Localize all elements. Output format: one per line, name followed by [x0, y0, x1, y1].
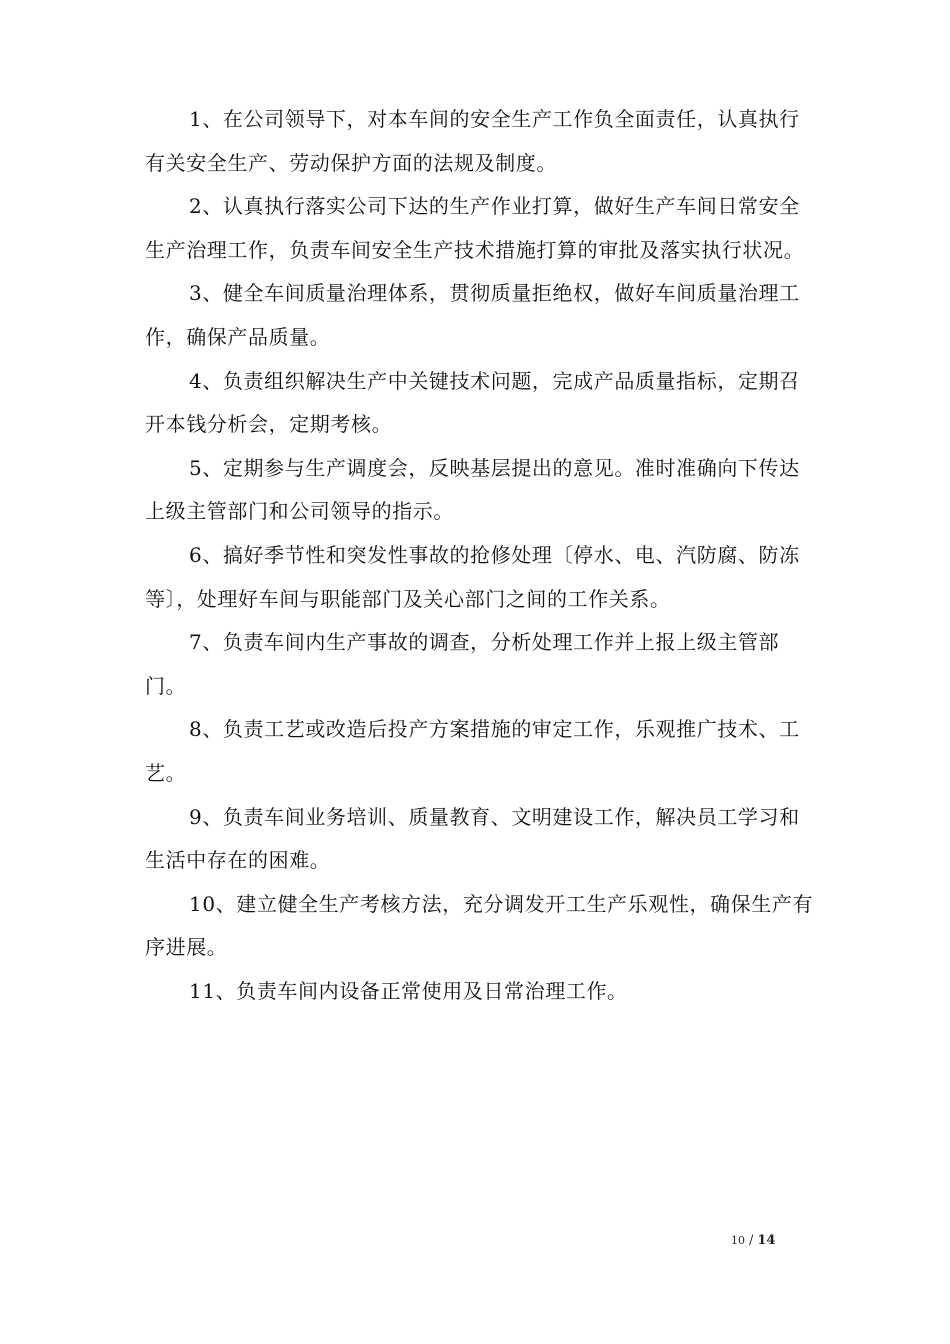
paragraph-8: 8、负责工艺或改造后投产方案措施的审定工作，乐观推广技术、工艺。	[145, 717, 800, 785]
paragraph-11: 11、负责车间内设备正常使用及日常治理工作。	[189, 978, 628, 1003]
paragraph-9: 9、负责车间业务培训、质量教育、文明建设工作，解决员工学习和生活中存在的困难。	[145, 804, 800, 873]
page-number-separator: /	[749, 1233, 754, 1248]
paragraph-4: 4、负责组织解决生产中关键技术问题，完成产品质量指标，定期召开本钱分析会，定期考核。	[145, 368, 800, 437]
document-body	[145, 98, 815, 1013]
paragraph-5: 5、定期参与生产调度会，反映基层提出的意见。准时准确向下传达上级主管部门和公司领导的指示。	[145, 455, 800, 524]
page-number	[731, 1233, 775, 1248]
paragraph-1: 1、在公司领导下，对本车间的安全生产工作负全面责任，认真执行有关安全生产、劳动保护方面的法规及制度。	[145, 107, 800, 175]
paragraph-7: 7、负责车间内生产事故的调查，分析处理工作并上报上级主管部门。	[145, 630, 780, 698]
current-page-number: 10	[731, 1234, 745, 1247]
paragraph-10: 10、建立健全生产考核方法，充分调发开工生产乐观性，确保生产有序进展。	[145, 891, 814, 960]
total-pages-number: 14	[757, 1233, 776, 1248]
paragraph-6: 6、搞好季节性和突发性事故的抢修处理〔停水、电、汽防腐、防冻等〕，处理好车间与职能部门及关心部门之间的工作关系。	[145, 542, 800, 611]
paragraph-2: 2、认真执行落实公司下达的生产作业打算，做好生产车间日常安全生产治理工作，负责车间安全生产技术措施打算的审批及落实执行状况。	[145, 194, 805, 262]
paragraph-3: 3、健全车间质量治理体系，贯彻质量拒绝权，做好车间质量治理工作，确保产品质量。	[145, 281, 800, 349]
